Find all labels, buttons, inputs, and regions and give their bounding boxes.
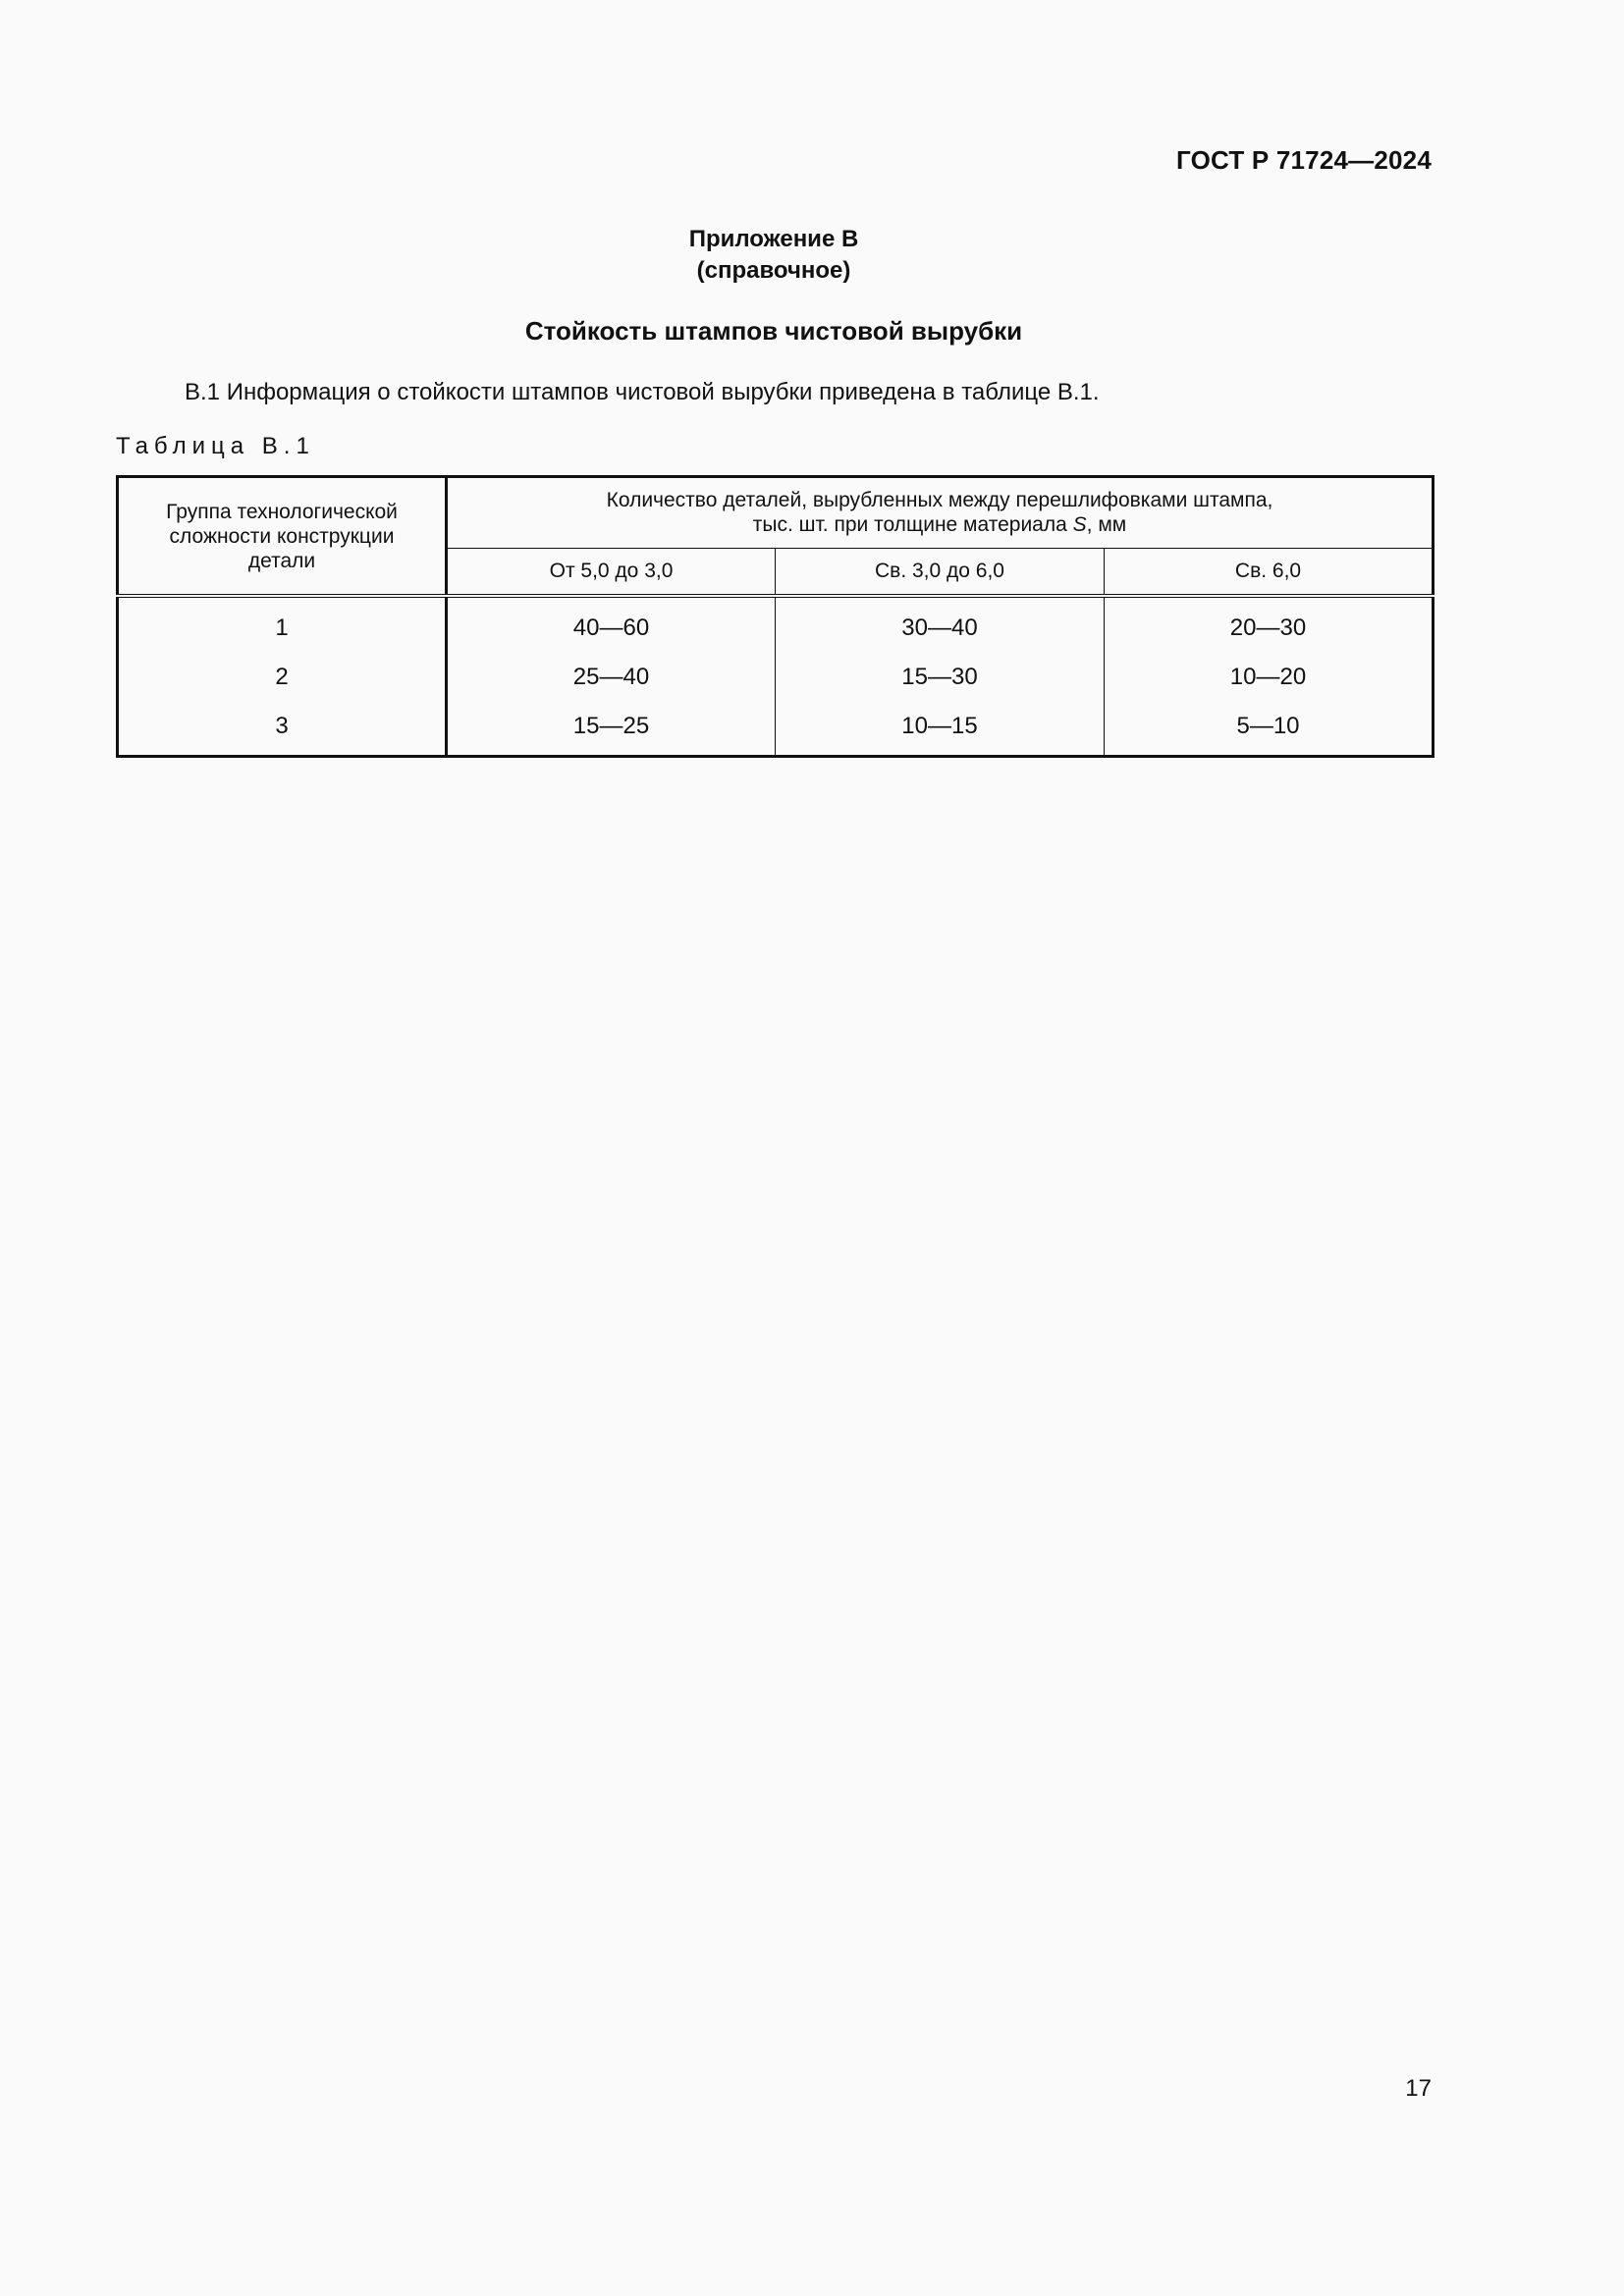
value-cell: 25—40 <box>447 653 776 702</box>
section-title: Стойкость штампов чистовой вырубки <box>524 316 1023 346</box>
value-cell: 10—20 <box>1105 653 1434 702</box>
value-cell: 5—10 <box>1105 702 1434 757</box>
quantity-header-line1: Количество деталей, вырубленных между перешлифовками штампа, <box>606 489 1273 512</box>
quantity-header-line2 <box>448 512 1432 537</box>
annex-title: Приложение В <box>688 226 859 252</box>
quantity-column-header <box>447 477 1434 549</box>
group-cell: 3 <box>118 702 447 757</box>
value-cell: 15—25 <box>447 702 776 757</box>
table-container <box>116 475 1433 758</box>
thickness-variable: S <box>1072 513 1087 537</box>
group-column-header <box>118 477 447 597</box>
value-cell: 30—40 <box>776 596 1105 653</box>
intro-paragraph: В.1 Информация о стойкости штампов чистовой вырубки приведена в таблице В.1. <box>185 379 1100 405</box>
range-header-3: Св. 6,0 <box>1105 548 1434 596</box>
annex-subtitle: (справочное) <box>696 257 851 284</box>
value-cell: 15—30 <box>776 653 1105 702</box>
group-column-header-text: Группа технологической сложности конструкции детали <box>166 500 398 572</box>
group-cell: 2 <box>118 653 447 702</box>
table-caption: Таблица В.1 <box>116 433 315 459</box>
table-row <box>118 653 1434 702</box>
table-row <box>118 702 1434 757</box>
quantity-header-line2-prefix: тыс. шт. при толщине материала <box>752 513 1073 537</box>
table-row <box>118 596 1434 653</box>
range-header-1: От 5,0 до 3,0 <box>447 548 776 596</box>
value-cell: 10—15 <box>776 702 1105 757</box>
quantity-header-line2-suffix: , мм <box>1086 513 1127 537</box>
document-code: ГОСТ Р 71724—2024 <box>1176 145 1432 175</box>
annex-heading <box>0 224 1547 287</box>
value-cell: 40—60 <box>447 596 776 653</box>
group-cell: 1 <box>118 596 447 653</box>
page-number: 17 <box>1405 2075 1432 2102</box>
durability-table <box>116 475 1435 758</box>
range-header-2: Св. 3,0 до 6,0 <box>776 548 1105 596</box>
value-cell: 20—30 <box>1105 596 1434 653</box>
